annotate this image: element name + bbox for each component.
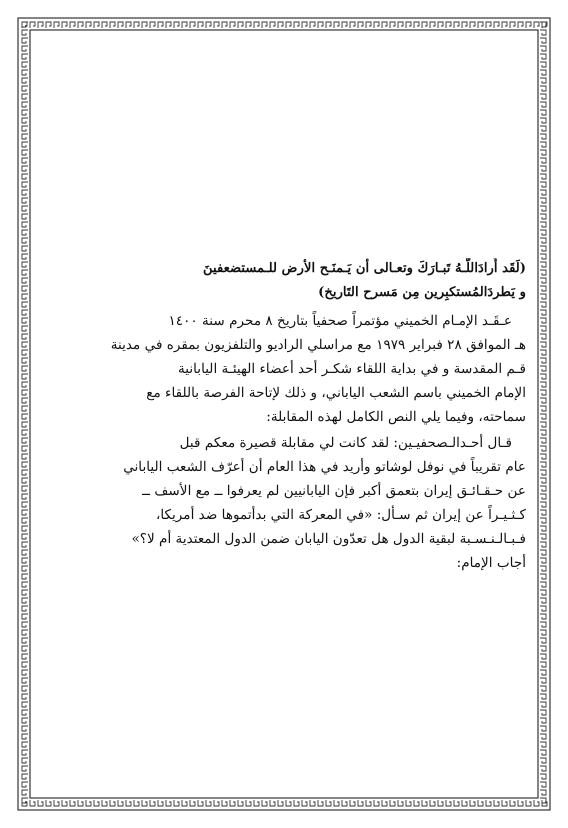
paragraph-line-7: عام تقريباً في نوفل لوشاتو وأريد في هذا العام أن أعرّف الشعب الياباني [123, 459, 526, 475]
paragraph-line-8: عن حـقـائـق إيران بتعمق أكبر فإن اليابانيين لم يعرفوا ــ مع الأسف ــ [142, 483, 526, 499]
paragraph-line-10: فـبـالـنـسـبة لبقية الدول هل تعدّون اليابان ضمن الدول المعتدية أم لا؟» [131, 531, 526, 547]
paragraph-line-11: أجاب الإمام: [456, 555, 526, 571]
paragraph-line-9: كـثـيـراً عن إيران ثم سـأل: «في المعركة التي بدأتموها ضد أمريكا، [155, 507, 526, 523]
paragraph-line-2: هـ الموافق ٢٨ فبراير ١٩٧٩ مع مراسلي الراديو والتلفزيون بمقره في مدينة [110, 337, 526, 353]
paragraph-line-5: سماحته، وفيما يلي النص الكامل لهذه المقابلة: [266, 409, 526, 425]
intro-quote-line-2: و يَطردَالمُستكبِرين مِن مَسرح التَاريخ) [318, 285, 526, 300]
paragraph-line-4: الإمام الخميني باسم الشعب الياباني، و ذلك لإتاحة الفرصة باللقاء مع [146, 385, 526, 401]
paragraph-line-1: عـقَـد الإمـام الخميني مؤتمراً صحفياً بتاريخ ٨ محرم سنة ١٤٠٠ [168, 313, 512, 329]
paragraph-line-6: قـال أحـدالـصحفيـين: لقد كانت لي مقابلة قصيرة معكم قبل [179, 435, 512, 451]
intro-quote-line-1: (لَقَد أَرادَاللّـهُ تَبـارَكَ وتعـالى أن يَـمنَـح الأرض للـمستضعفينَ [202, 261, 526, 276]
paragraph-line-3: قـم المقدسة و في بداية اللقاء شكـر أحد أعضاء الهيئـة اليابانية [177, 361, 526, 377]
